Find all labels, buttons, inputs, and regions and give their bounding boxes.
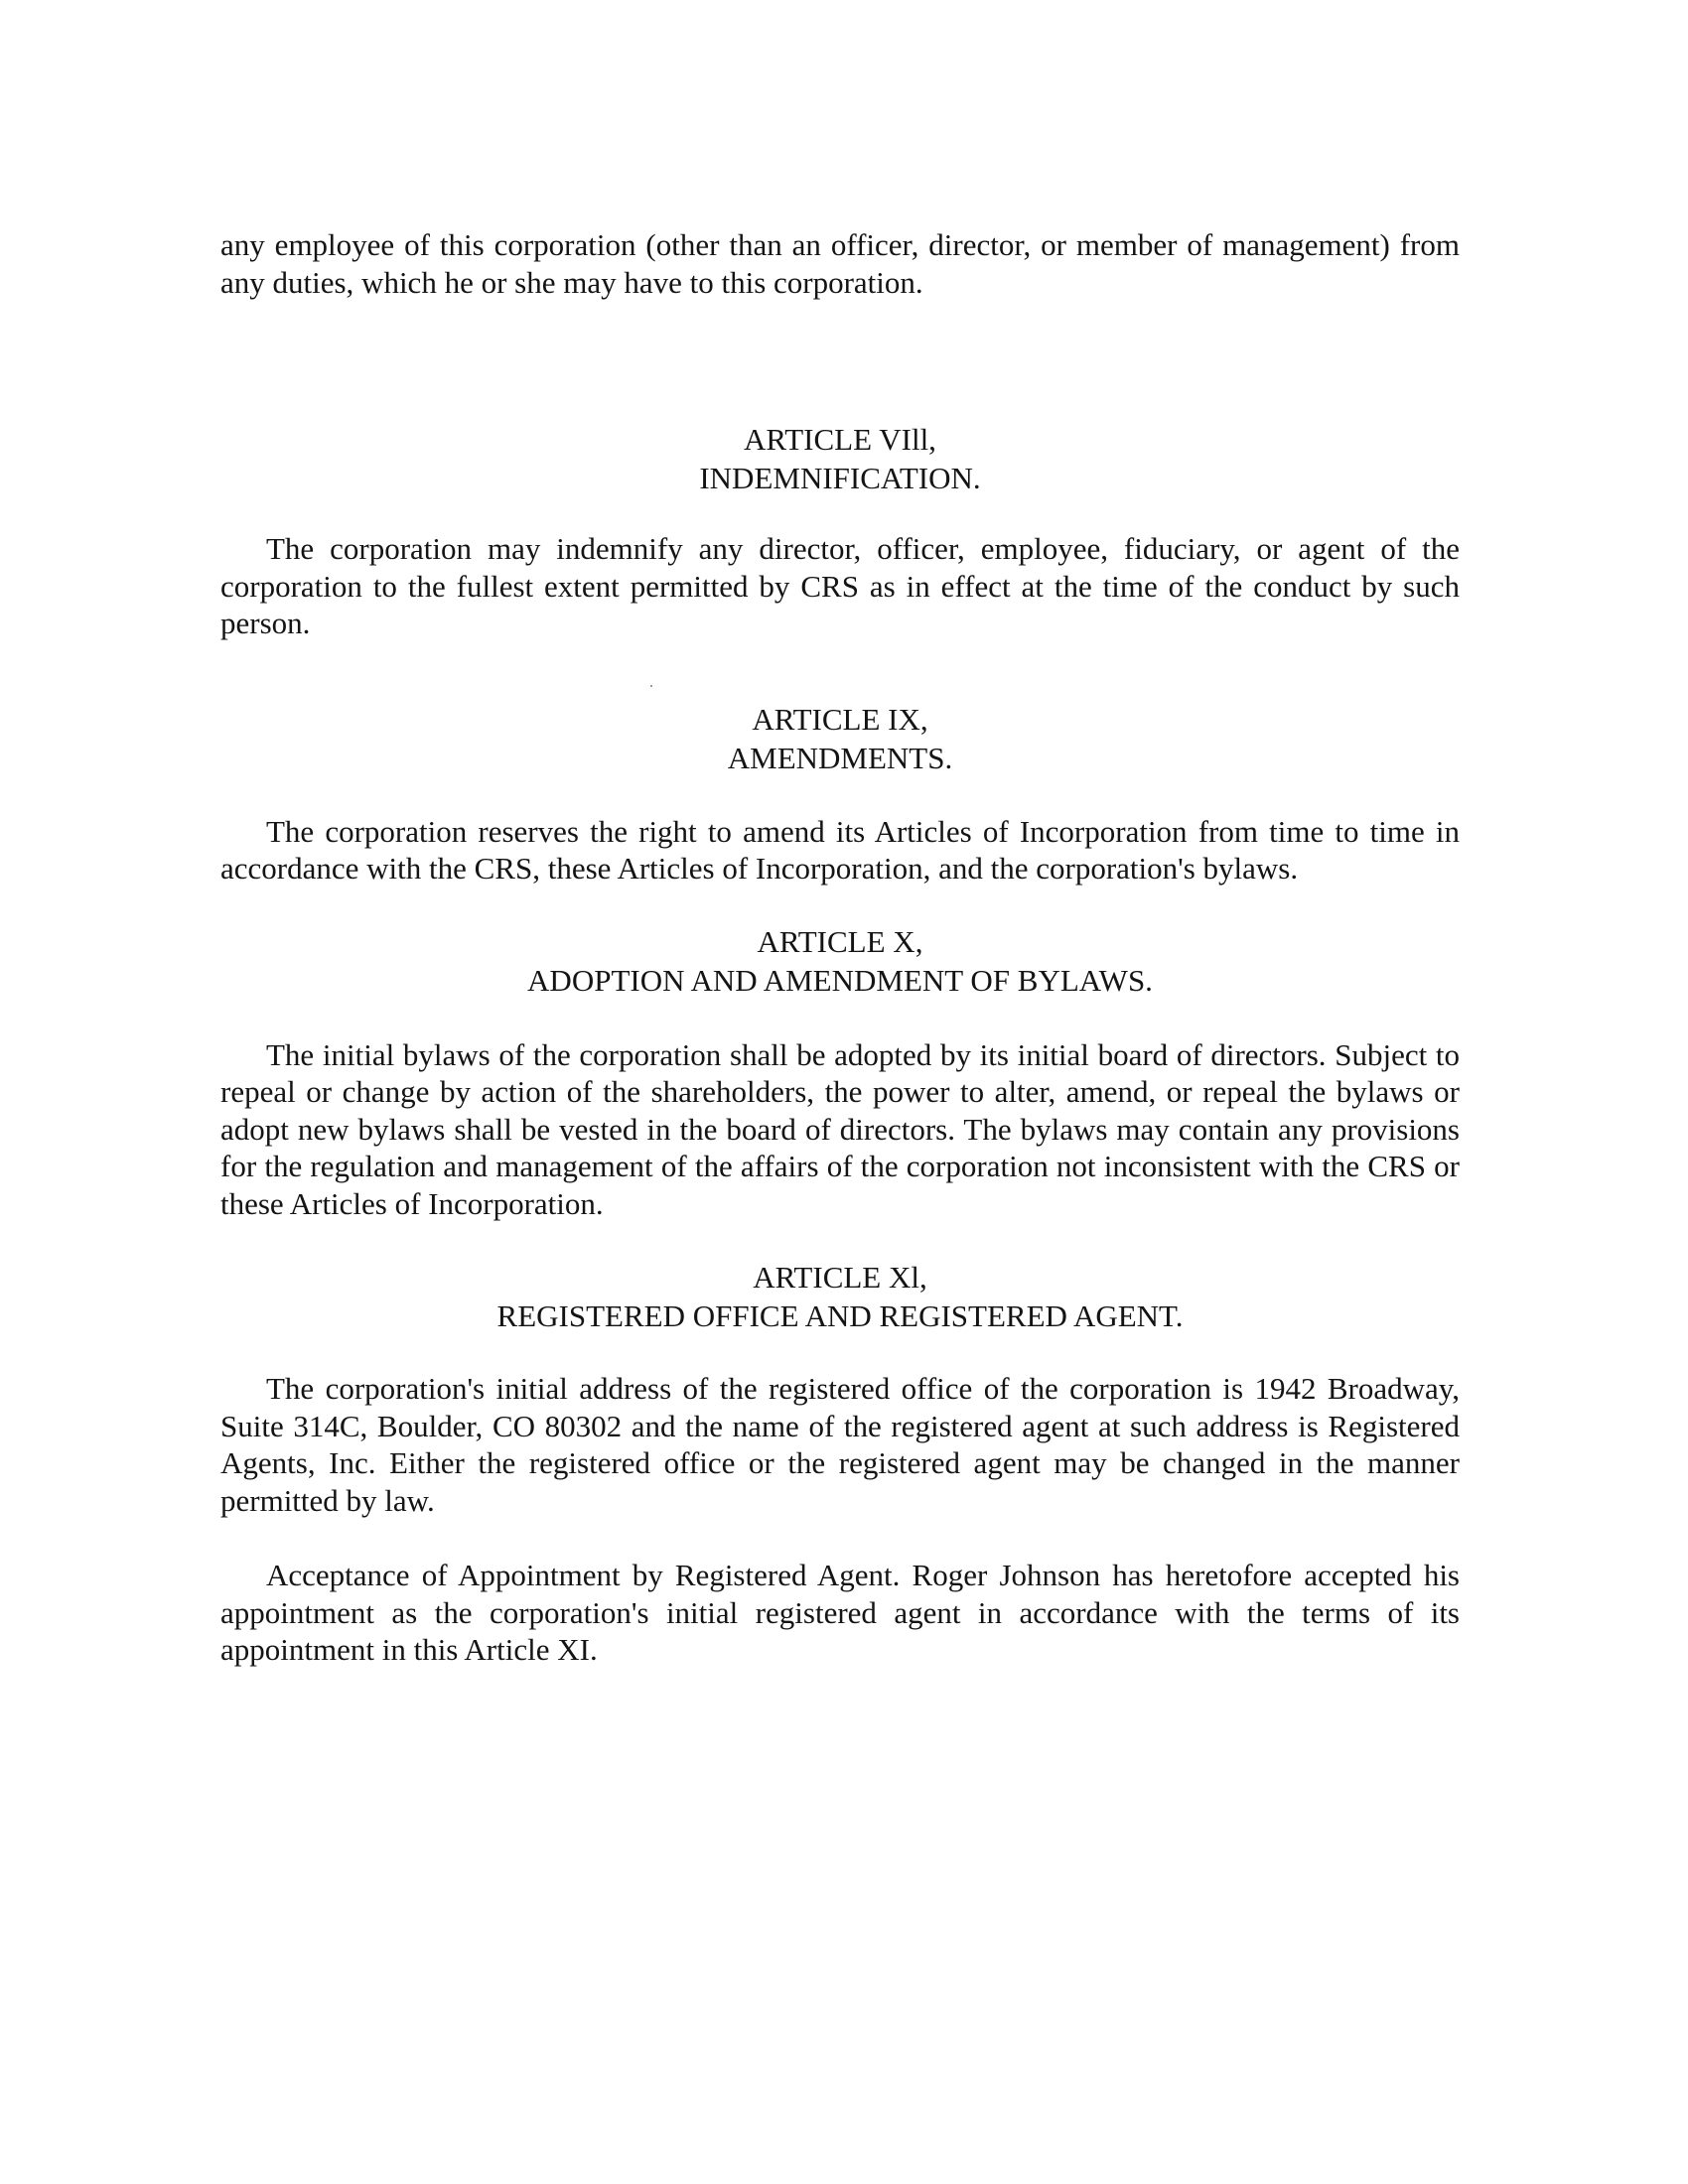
intro-paragraph: any employee of this corporation (other than an officer, director, or member of management) from any duties, which he or she may have to this corporation. <box>220 227 1460 300</box>
article-x-title: ADOPTION AND AMENDMENT OF BYLAWS. <box>527 962 1153 998</box>
scan-speck <box>650 685 652 687</box>
article-x-paragraph: The initial bylaws of the corporation shall be adopted by its initial board of directors. Subject to repeal or change by action of the shareholders, the power to alter, amend, or repeal the bylaws or adopt new bylaws shall be vested in the board of directors. The bylaws may contain any provisions for the regulation and management of the affairs of the corporation not inconsistent with the CRS or these Articles of Incorporation. <box>220 1036 1460 1221</box>
article-viii-paragraph: The corporation may indemnify any director, officer, employee, fiduciary, or agent of the corporation to the fullest extent permitted by CRS as in effect at the time of the conduct by such person. <box>220 531 1460 640</box>
document-page <box>220 226 1460 1669</box>
article-ix-title: AMENDMENTS. <box>727 740 953 775</box>
article-xi-heading <box>220 1258 1460 1335</box>
article-viii-title: INDEMNIFICATION. <box>699 461 981 495</box>
article-xi-title: REGISTERED OFFICE AND REGISTERED AGENT. <box>496 1298 1184 1333</box>
article-xi-number: ARTICLE Xl, <box>753 1260 927 1295</box>
article-x-heading <box>220 922 1460 1000</box>
article-viii-number: ARTICLE VIll, <box>744 422 936 457</box>
article-ix-heading <box>220 700 1460 777</box>
article-ix-paragraph: The corporation reserves the right to amend its Articles of Incorporation from time to time in accordance with the CRS, these Articles of Incorporation, and the corporation's bylaws. <box>220 813 1460 886</box>
article-ix-number: ARTICLE IX, <box>752 701 928 737</box>
article-x-number: ARTICLE X, <box>757 923 923 959</box>
acceptance-paragraph: Acceptance of Appointment by Registered Agent. Roger Johnson has heretofore accepted his appointment as the corporation's initial registered agent in accordance with the terms of its appointment in this Article XI. <box>220 1558 1460 1667</box>
article-viii-heading <box>220 420 1460 497</box>
article-xi-paragraph: The corporation's initial address of the registered office of the corporation is 1942 Broadway, Suite 314C, Boulder, CO 80302 and the name of the registered agent at such address is Registered Agents, Inc. Either the registered office or the registered agent may be changed in the manner permitted by law. <box>220 1371 1460 1518</box>
